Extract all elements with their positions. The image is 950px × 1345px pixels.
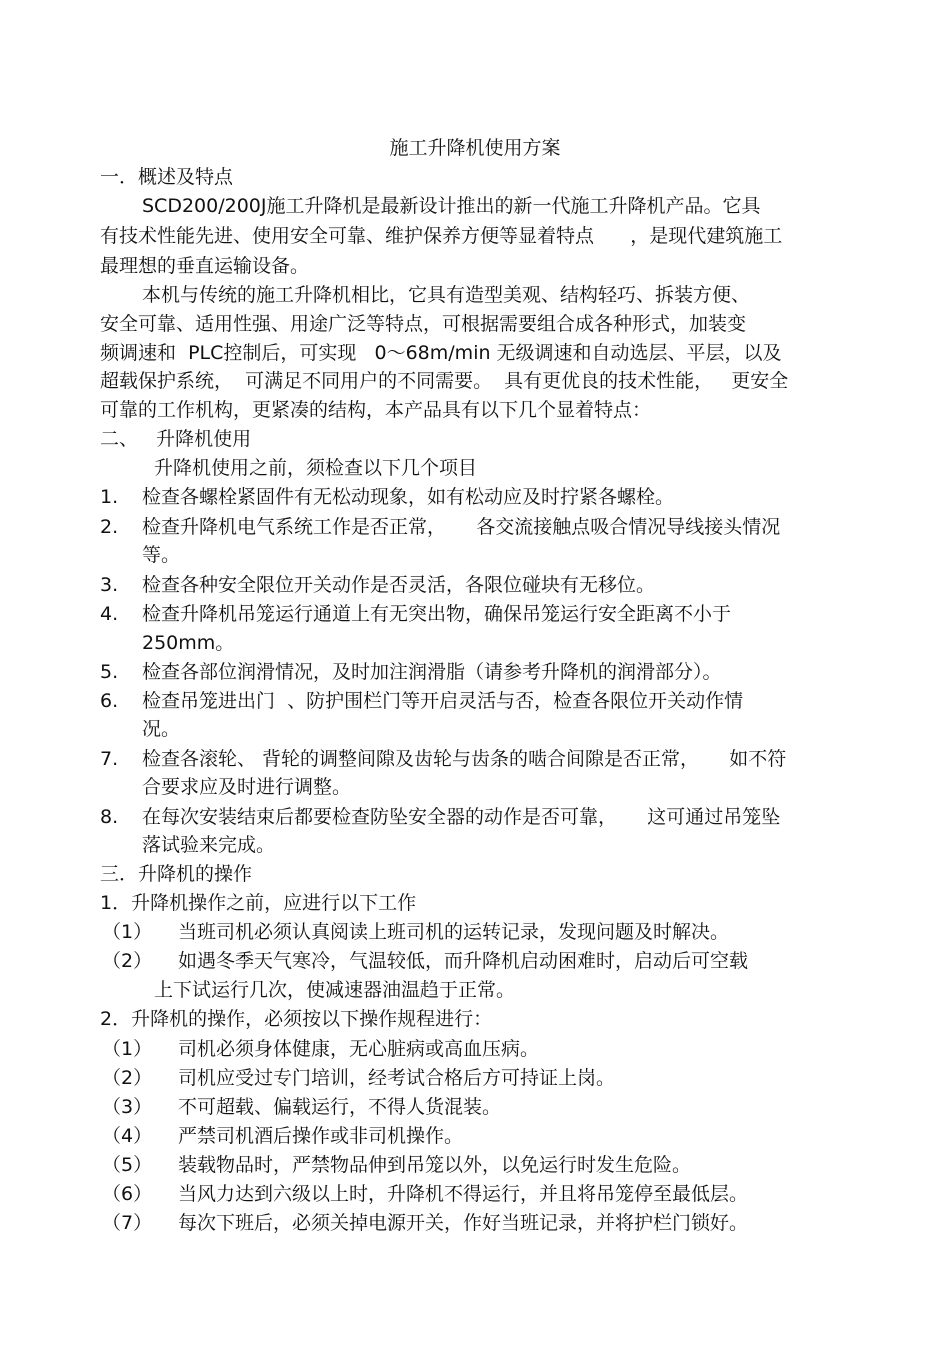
list-item: 装载物品时，严禁物品伸到吊笼以外，以免运行时发生危险。 [178,1154,692,1176]
list-number: （3） [102,1096,153,1118]
list-item: 检查吊笼进出门 、防护围栏门等开启灵活与否，检查各限位开关动作情 [142,690,744,712]
paragraph-line: 本机与传统的施工升降机相比，它具有造型美观、结构轻巧、拆装方便、 [142,284,751,306]
list-number: （4） [102,1125,153,1147]
list-item-continued: 落试验来完成。 [142,834,276,856]
list-item: 检查升降机电气系统工作是否正常， 各交流接触点吸合情况导线接头情况 [142,516,781,538]
paragraph-line: 频调速和 PLC控制后，可实现 0～68m/min 无级调速和自动选层、平层，以及 [100,342,782,364]
list-item: 检查各滚轮、 背轮的调整间隙及齿轮与齿条的啮合间隙是否正常， 如不符 [142,748,787,770]
list-number: （2） [102,1067,153,1089]
section-2-intro: 升降机使用之前，须检查以下几个项目 [154,457,478,479]
paragraph-line: SCD200/200J施工升降机是最新设计推出的新一代施工升降机产品。它具 [142,195,761,217]
list-number: （2） [102,950,153,972]
paragraph-line: 安全可靠、适用性强、用途广泛等特点，可根据需要组合成各种形式，加装变 [100,313,747,335]
document-title: 施工升降机使用方案 [389,137,561,159]
section-2-heading: 二、 升降机使用 [100,428,252,450]
list-number: 1. [100,486,119,508]
list-number: （1） [102,921,153,943]
list-item: 在每次安装结束后都要检查防坠安全器的动作是否可靠， 这可通过吊笼坠 [142,806,781,828]
subsection-2-heading: 2．升降机的操作，必须按以下操作规程进行： [100,1008,493,1030]
list-number: （7） [102,1212,153,1234]
list-number: （1） [102,1038,153,1060]
list-item-continued: 合要求应及时进行调整。 [142,776,352,798]
list-number: 5. [100,661,119,683]
paragraph-line: 可靠的工作机构，更紧凑的结构，本产品具有以下几个显着特点： [100,399,652,421]
list-number: 8. [100,806,119,828]
section-3-heading: 三．升降机的操作 [100,863,253,885]
paragraph-line: 最理想的垂直运输设备。 [100,255,310,277]
paragraph-line: 有技术性能先进、使用安全可靠、维护保养方便等显着特点 ，是现代建筑施工 [100,225,783,247]
list-item: 检查各部位润滑情况，及时加注润滑脂（请参考升降机的润滑部分）。 [142,661,722,683]
list-item: 司机必须身体健康，无心脏病或高血压病。 [178,1038,540,1060]
list-item: 如遇冬季天气寒冷，气温较低，而升降机启动困难时，启动后可空载 [178,950,749,972]
list-item-continued: 等。 [142,544,181,566]
list-number: 3. [100,574,119,596]
list-item: 检查升降机吊笼运行通道上有无突出物，确保吊笼运行安全距离不小于 [142,603,732,625]
list-item: 严禁司机酒后操作或非司机操作。 [178,1125,464,1147]
list-number: （6） [102,1183,153,1205]
section-1-heading: 一．概述及特点 [100,166,234,188]
list-item-continued: 况。 [142,718,181,740]
paragraph-line: 超载保护系统， 可满足不同用户的不同需要。 具有更优良的技术性能， 更安全 [100,370,789,392]
list-item: 检查各种安全限位开关动作是否灵活，各限位碰块有无移位。 [142,574,656,596]
list-item: 不可超载、偏载运行，不得人货混装。 [178,1096,502,1118]
list-item: 每次下班后，必须关掉电源开关，作好当班记录，并将护栏门锁好。 [178,1212,749,1234]
subsection-1-heading: 1．升降机操作之前，应进行以下工作 [100,892,417,914]
list-number: 6. [100,690,119,712]
list-item: 检查各螺栓紧固件有无松动现象，如有松动应及时拧紧各螺栓。 [142,486,675,508]
list-item-continued: 250mm。 [142,632,235,654]
list-number: 7. [100,748,119,770]
list-number: 2. [100,516,119,538]
list-item-continued: 上下试运行几次，使减速器油温趋于正常。 [154,979,516,1001]
list-number: 4. [100,603,119,625]
list-number: （5） [102,1154,153,1176]
list-item: 当风力达到六级以上时，升降机不得运行，并且将吊笼停至最低层。 [178,1183,749,1205]
list-item: 司机应受过专门培训，经考试合格后方可持证上岗。 [178,1067,616,1089]
list-item: 当班司机必须认真阅读上班司机的运转记录，发现问题及时解决。 [178,921,730,943]
